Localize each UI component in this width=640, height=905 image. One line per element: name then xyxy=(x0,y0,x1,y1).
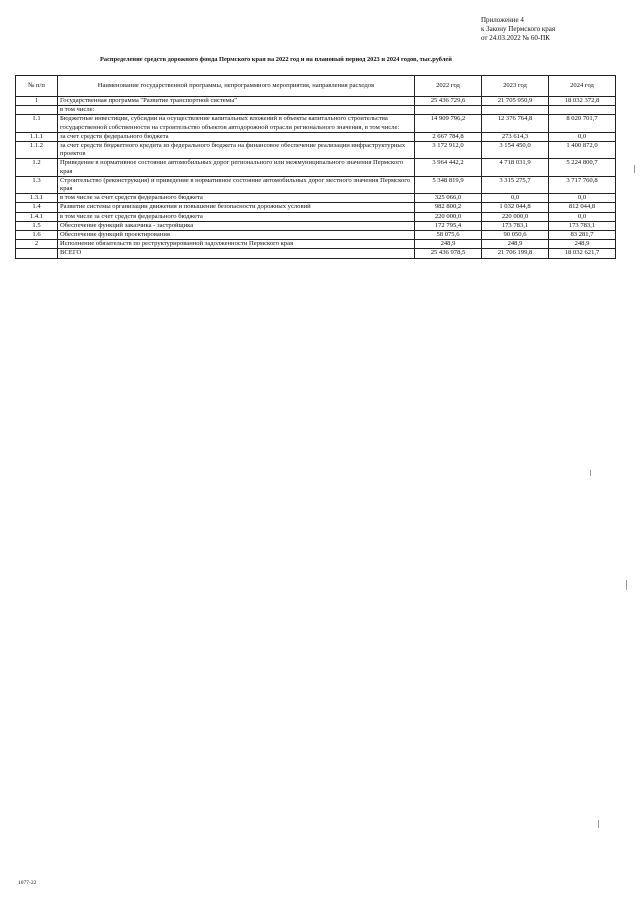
appendix-line-3: от 24.03.2022 № 60-ПК xyxy=(481,34,550,42)
row-num: 1.5 xyxy=(16,221,58,230)
row-num: 1.1.1 xyxy=(16,132,58,141)
row-name: в том числе: xyxy=(58,106,415,115)
scan-mark xyxy=(634,165,635,173)
row-2024: 0,0 xyxy=(549,132,616,141)
table-row xyxy=(16,176,616,193)
row-2022: 58 075,6 xyxy=(415,231,482,240)
row-name: Развитие системы организации движения и повышение безопасности дорожных условий xyxy=(58,203,415,212)
table-total-row xyxy=(16,249,616,258)
row-num: 1.3 xyxy=(16,176,58,193)
row-name: в том числе за счет средств федерального бюджета xyxy=(58,212,415,221)
row-2022 xyxy=(415,106,482,115)
row-2022: 3 964 442,2 xyxy=(415,159,482,176)
row-2024: 0,0 xyxy=(549,212,616,221)
table-row xyxy=(16,203,616,212)
header-num: № п/п xyxy=(16,76,58,97)
footer-code: 1077-22 xyxy=(18,880,37,886)
row-name: Исполнение обязательств по реструктурированной задолженности Пермского края xyxy=(58,240,415,249)
row-2024: 8 020 701,7 xyxy=(549,115,616,132)
row-num xyxy=(16,106,58,115)
row-2022: 14 909 796,2 xyxy=(415,115,482,132)
row-num xyxy=(16,249,58,258)
table-row xyxy=(16,240,616,249)
row-2023: 12 376 764,8 xyxy=(482,115,549,132)
row-2023: 21 706 199,8 xyxy=(482,249,549,258)
row-2022: 25 436 729,6 xyxy=(415,97,482,106)
row-2023: 4 718 031,9 xyxy=(482,159,549,176)
row-2023: 173 783,1 xyxy=(482,221,549,230)
table-row xyxy=(16,142,616,159)
row-2023: 1 032 044,8 xyxy=(482,203,549,212)
row-name: Бюджетные инвестиции, субсидии на осуществление капитальных вложений в объекты капитального строительства государственной собственности на строительство объектов автодорожной отрасли регионального значения, в том числе: xyxy=(58,115,415,132)
header-name: Наименование государственной программы, непрограммного мероприятия, направления расходов xyxy=(58,76,415,97)
row-2023: 248,9 xyxy=(482,240,549,249)
appendix-line-1: Приложение 4 xyxy=(481,16,524,24)
row-2024: 5 224 800,7 xyxy=(549,159,616,176)
row-name: за счет средств бюджетного кредита из федерального бюджета на финансовое обеспечение реализации инфраструктурных проектов xyxy=(58,142,415,159)
header-2024: 2024 год xyxy=(549,76,616,97)
row-2024: 812 044,8 xyxy=(549,203,616,212)
row-num: 1.6 xyxy=(16,231,58,240)
row-2024: 248,9 xyxy=(549,240,616,249)
row-2024: 3 717 760,8 xyxy=(549,176,616,193)
row-2024: 18 032 621,7 xyxy=(549,249,616,258)
row-num: 1.3.1 xyxy=(16,194,58,203)
row-2023: 21 705 950,9 xyxy=(482,97,549,106)
table-row xyxy=(16,212,616,221)
row-name: ВСЕГО xyxy=(58,249,415,258)
row-name: Обеспечение функций заказчика - застройщика xyxy=(58,221,415,230)
header-2023: 2023 год xyxy=(482,76,549,97)
row-num: 1.4 xyxy=(16,203,58,212)
row-2024: 0,0 xyxy=(549,194,616,203)
appendix-line-2: к Закону Пермского края xyxy=(481,25,556,33)
row-name: за счет средств федерального бюджета xyxy=(58,132,415,141)
row-2022: 220 000,0 xyxy=(415,212,482,221)
table-row xyxy=(16,106,616,115)
appendix-block xyxy=(481,16,555,43)
row-2022: 25 436 978,5 xyxy=(415,249,482,258)
row-num: 1.1 xyxy=(16,115,58,132)
row-name: в том числе за счет средств федерального бюджета xyxy=(58,194,415,203)
row-2024: 1 400 872,0 xyxy=(549,142,616,159)
row-2024: 173 783,1 xyxy=(549,221,616,230)
table-row xyxy=(16,159,616,176)
table-row xyxy=(16,132,616,141)
scan-mark xyxy=(626,580,627,590)
row-2024: 18 032 372,8 xyxy=(549,97,616,106)
row-num: 2 xyxy=(16,240,58,249)
document-title: Распределение средств дорожного фонда Пермского края на 2022 год и на плановый период 2023 и 2024 годов, тыс.рублей xyxy=(100,56,452,63)
row-2023: 273 614,3 xyxy=(482,132,549,141)
row-2022: 248,9 xyxy=(415,240,482,249)
row-2022: 982 800,2 xyxy=(415,203,482,212)
row-2023 xyxy=(482,106,549,115)
row-2023: 3 315 275,7 xyxy=(482,176,549,193)
table-row xyxy=(16,231,616,240)
row-name: Обеспечение функций проектирования xyxy=(58,231,415,240)
row-2023: 220 000,0 xyxy=(482,212,549,221)
table-header-row xyxy=(16,76,616,97)
row-2023: 3 154 450,0 xyxy=(482,142,549,159)
row-2024 xyxy=(549,106,616,115)
row-2023: 90 050,6 xyxy=(482,231,549,240)
table-row xyxy=(16,97,616,106)
row-2022: 3 172 912,0 xyxy=(415,142,482,159)
header-2022: 2022 год xyxy=(415,76,482,97)
row-2022: 2 667 784,8 xyxy=(415,132,482,141)
row-num: 1.4.1 xyxy=(16,212,58,221)
row-2022: 325 066,0 xyxy=(415,194,482,203)
table-row xyxy=(16,194,616,203)
scan-mark xyxy=(598,820,599,828)
row-name: Строительство (реконструкция) и приведение в нормативное состояние автомобильных дорог местного значения Пермского края xyxy=(58,176,415,193)
row-name: Государственная программа "Развитие транспортной системы" xyxy=(58,97,415,106)
row-2023: 0,0 xyxy=(482,194,549,203)
row-num: 1 xyxy=(16,97,58,106)
budget-table xyxy=(15,75,616,259)
scan-mark xyxy=(590,470,591,476)
row-2022: 172 795,4 xyxy=(415,221,482,230)
row-2024: 83 281,7 xyxy=(549,231,616,240)
row-2022: 5 348 819,9 xyxy=(415,176,482,193)
row-num: 1.2 xyxy=(16,159,58,176)
row-num: 1.1.2 xyxy=(16,142,58,159)
table-row xyxy=(16,221,616,230)
table-row xyxy=(16,115,616,132)
row-name: Приведение в нормативное состояние автомобильных дорог регионального или межмуниципального значения Пермского края xyxy=(58,159,415,176)
